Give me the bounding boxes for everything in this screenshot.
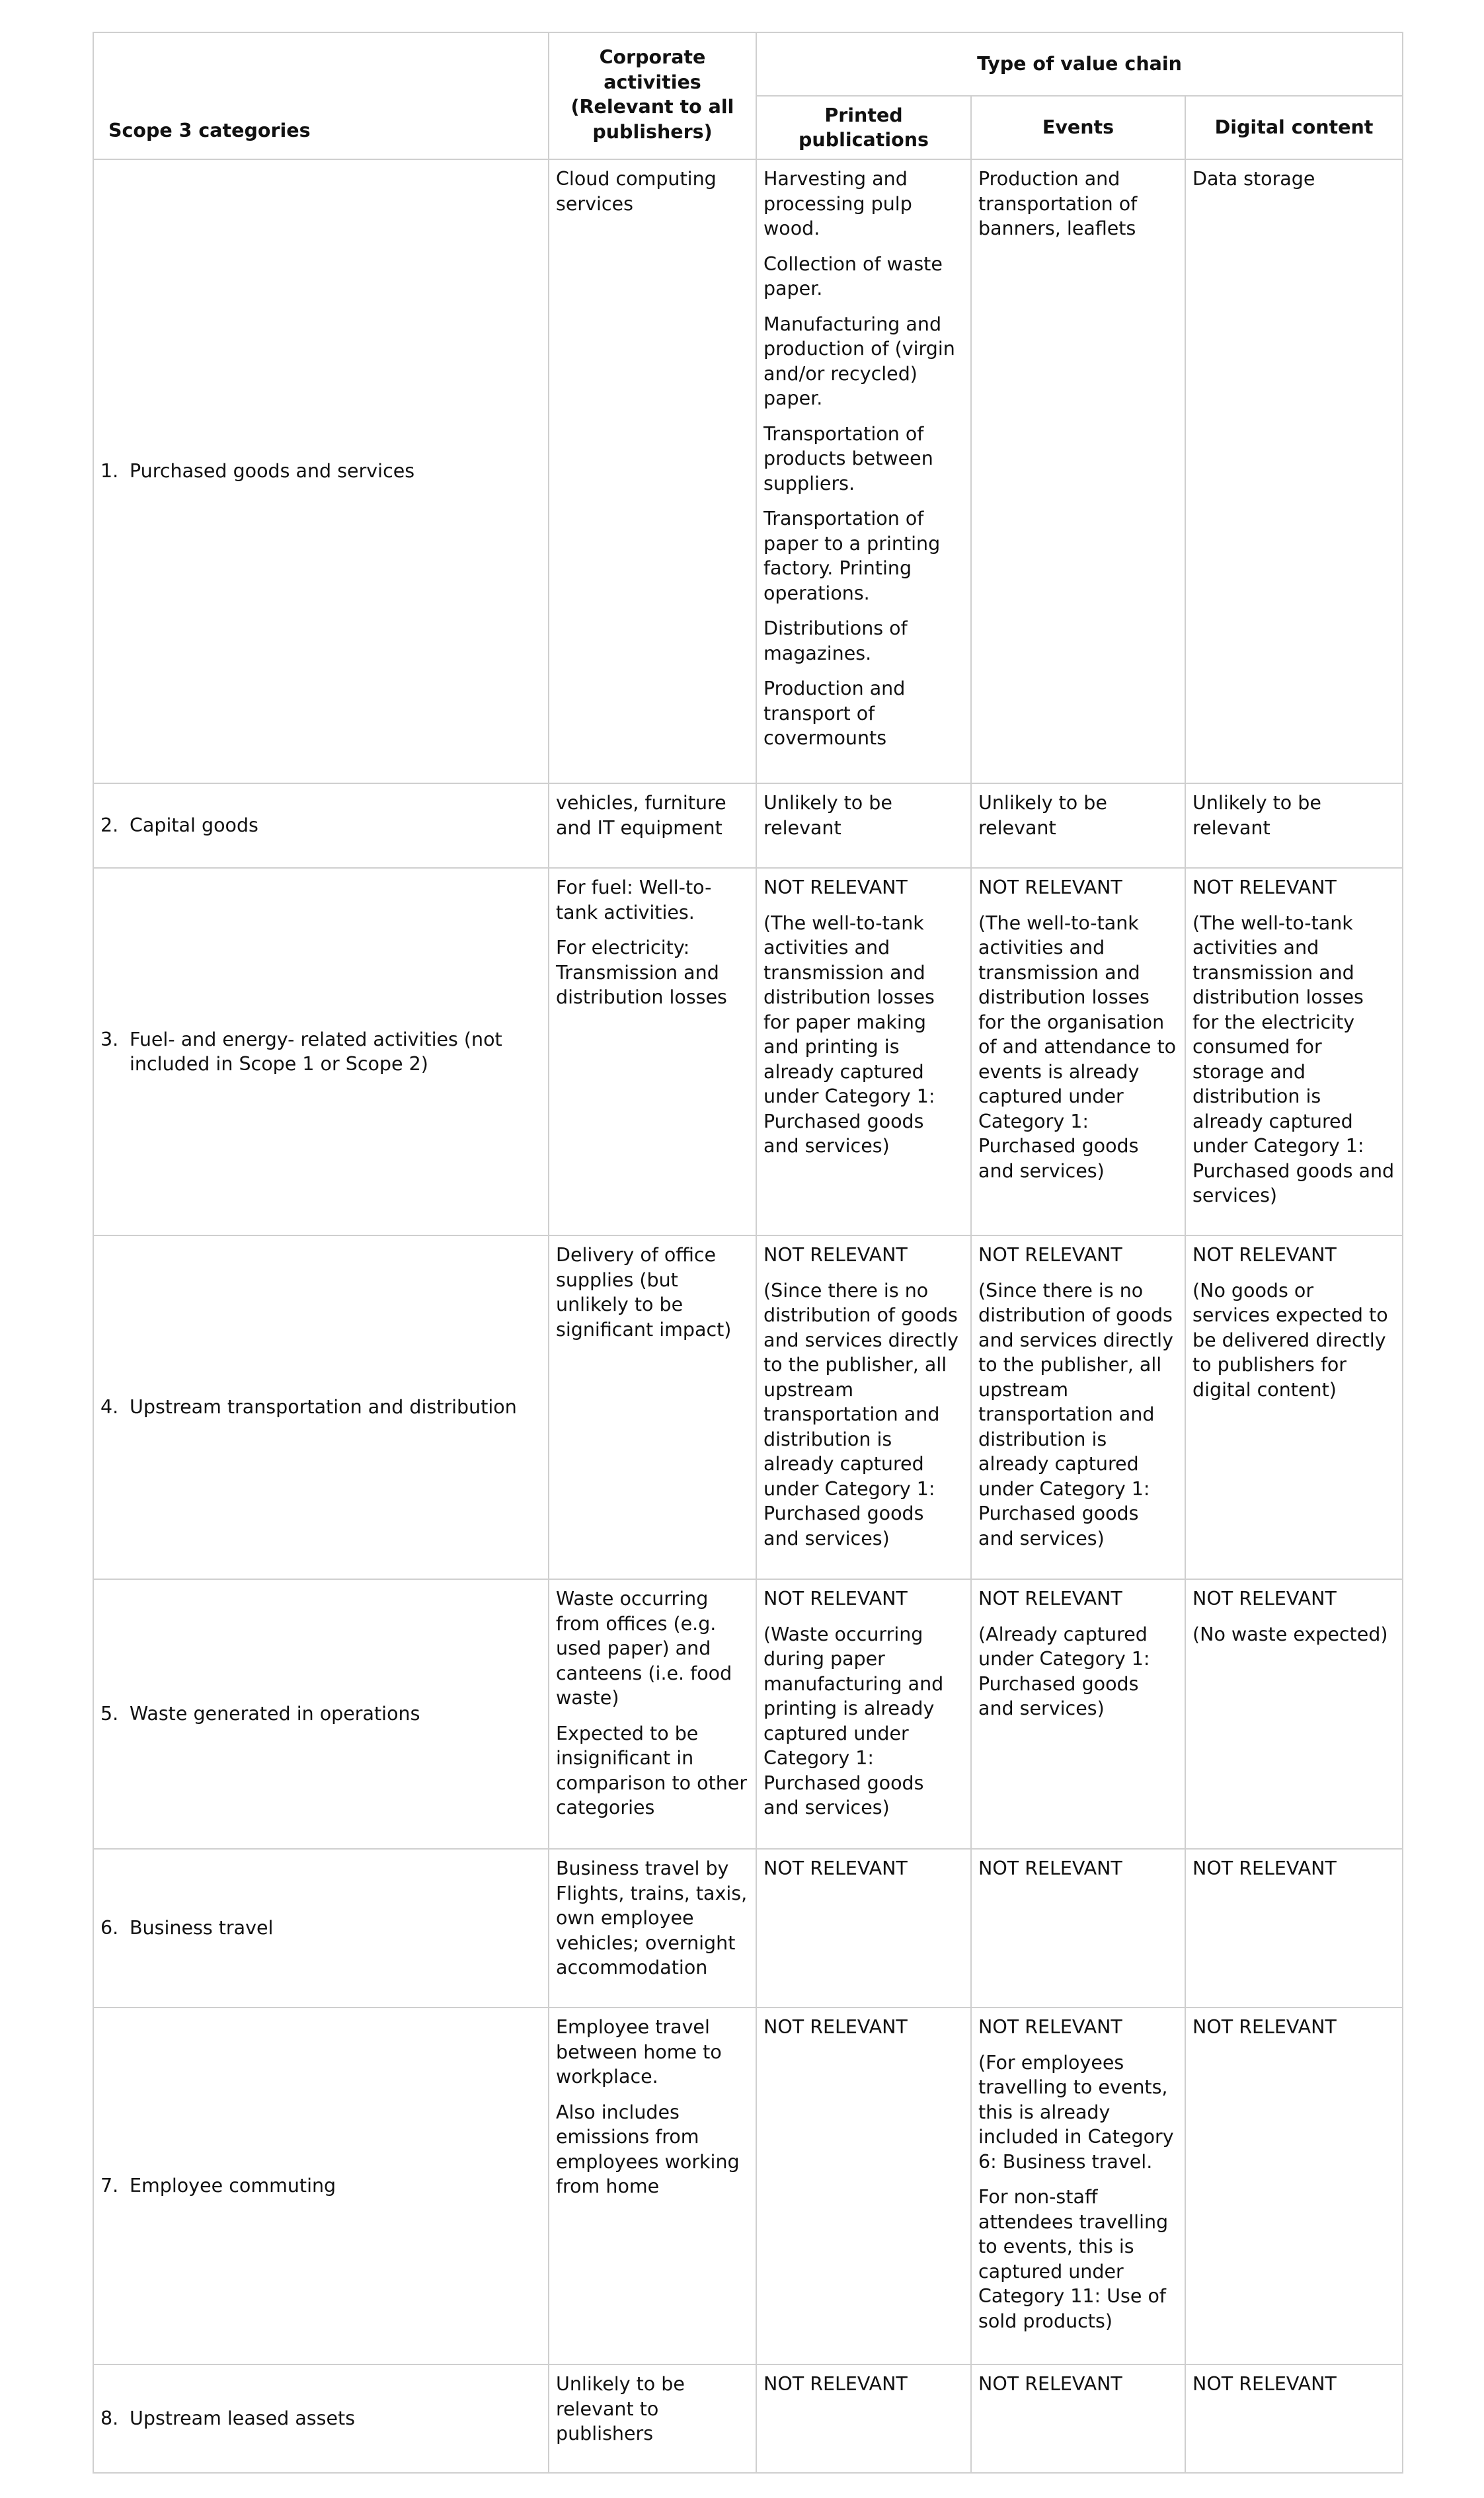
events-cell — [971, 2364, 1185, 2473]
printed-cell — [756, 868, 971, 1235]
table-row — [93, 1849, 1403, 2008]
printed-text: NOT RELEVANT — [763, 2373, 908, 2395]
digital-text: (The well-to-tank activities and transmission and distribution losses for the electricity consumed for storage and distribution is already captured under Category 1: Purchased goods and services) — [1192, 912, 1395, 1206]
printed-cell — [756, 159, 971, 783]
printed-cell — [756, 1849, 971, 2008]
printed-cell — [756, 783, 971, 868]
events-cell — [971, 159, 1185, 783]
category-label: Purchased goods and services — [130, 460, 415, 483]
printed-text: NOT RELEVANT — [763, 1588, 908, 1610]
corporate-text: Business travel by Flights, trains, taxis, own employee vehicles; overnight accommodation — [556, 1857, 748, 1978]
digital-text: Data storage — [1192, 168, 1315, 190]
printed-text: NOT RELEVANT — [763, 877, 908, 898]
corporate-text: Also includes emissions from employees working from home — [556, 2101, 740, 2197]
corporate-cell — [549, 783, 756, 868]
category-label: Fuel- and energy- related activities (not included in Scope 1 or Scope 2) — [130, 1028, 502, 1075]
corporate-text: Waste occurring from offices (e.g. used paper) and canteens (i.e. food waste) — [556, 1588, 732, 1709]
corporate-text: Delivery of office supplies (but unlikely to be significant impact) — [556, 1244, 732, 1341]
header-type-of-value-chain: Type of value chain — [756, 32, 1403, 96]
events-text: (For employees travelling to events, this is already included in Category 6: Business travel. — [978, 2051, 1174, 2173]
header-printed-publications: Printed publications — [756, 96, 971, 159]
category-number: 3. — [100, 1028, 119, 1050]
category-cell — [93, 868, 549, 1235]
corporate-cell — [549, 1849, 756, 2008]
digital-cell — [1185, 1849, 1403, 2008]
corporate-text: For fuel: Well-to-tank activities. — [556, 877, 712, 923]
corporate-text: Unlikely to be relevant to publishers — [556, 2373, 685, 2444]
events-text: NOT RELEVANT — [978, 1857, 1122, 1879]
header-events: Events — [971, 96, 1185, 159]
digital-text: NOT RELEVANT — [1192, 1588, 1337, 1610]
category-cell — [93, 159, 549, 783]
header-row-1 — [93, 32, 1403, 96]
printed-text: (Waste occurring during paper manufacturing and printing is already captured under Category 1: Purchased goods and services) — [763, 1623, 944, 1818]
printed-text: Distributions of magazines. — [763, 617, 908, 664]
table-row — [93, 159, 1403, 783]
header-digital-content: Digital content — [1185, 96, 1403, 159]
table-row — [93, 1579, 1403, 1849]
category-label: Employee commuting — [130, 2175, 336, 2197]
corporate-cell — [549, 1235, 756, 1579]
header-scope3-categories: Scope 3 categories — [93, 32, 549, 159]
events-cell — [971, 868, 1185, 1235]
category-label: Upstream leased assets — [130, 2407, 356, 2430]
table-row — [93, 1235, 1403, 1579]
digital-text: NOT RELEVANT — [1192, 1244, 1337, 1266]
table-row — [93, 2008, 1403, 2364]
digital-cell — [1185, 1235, 1403, 1579]
printed-text: NOT RELEVANT — [763, 1244, 908, 1266]
digital-text: (No goods or services expected to be delivered directly to publishers for digital content) — [1192, 1279, 1388, 1401]
events-text: (Already captured under Category 1: Purchased goods and services) — [978, 1623, 1150, 1719]
events-cell — [971, 2008, 1185, 2364]
events-cell — [971, 1579, 1185, 1849]
category-cell — [93, 1235, 549, 1579]
category-cell — [93, 2364, 549, 2473]
corporate-text: Cloud computing services — [556, 168, 717, 215]
category-number: 8. — [100, 2407, 119, 2430]
printed-text: (Since there is no distribution of goods and services directly to the publisher, all upstream transportation and distribution is already captured under Category 1: Purchased goods and services) — [763, 1279, 958, 1549]
events-text: (Since there is no distribution of goods and services directly to the publisher, all upstream transportation and distribution is already captured under Category 1: Purchased goods and services) — [978, 1279, 1173, 1549]
digital-cell — [1185, 2364, 1403, 2473]
events-text: (The well-to-tank activities and transmission and distribution losses for the organisation of and attendance to events is already captured under Category 1: Purchased goods and services) — [978, 912, 1177, 1182]
digital-text: (No waste expected) — [1192, 1623, 1388, 1645]
printed-text: Manufacturing and production of (virgin and/or recycled) paper. — [763, 313, 955, 409]
corporate-text: For electricity: Transmission and distribution losses — [556, 937, 727, 1008]
scope3-categories-table — [93, 32, 1403, 2474]
digital-text: NOT RELEVANT — [1192, 2016, 1337, 2038]
header-corporate-activities: Corporate activities (Relevant to all publishers) — [549, 32, 756, 159]
corporate-cell — [549, 2008, 756, 2364]
category-number: 5. — [100, 1703, 119, 1725]
digital-cell — [1185, 1579, 1403, 1849]
corporate-cell — [549, 868, 756, 1235]
category-cell — [93, 1579, 549, 1849]
digital-text: NOT RELEVANT — [1192, 2373, 1337, 2395]
events-text: NOT RELEVANT — [978, 1244, 1122, 1266]
printed-cell — [756, 2008, 971, 2364]
events-text: NOT RELEVANT — [978, 2373, 1122, 2395]
table-row — [93, 868, 1403, 1235]
printed-text: NOT RELEVANT — [763, 2016, 908, 2038]
events-text: Unlikely to be relevant — [978, 792, 1107, 839]
category-number: 4. — [100, 1396, 119, 1419]
digital-text: NOT RELEVANT — [1192, 877, 1337, 898]
category-number: 1. — [100, 460, 119, 483]
events-text: NOT RELEVANT — [978, 1588, 1122, 1610]
digital-text: NOT RELEVANT — [1192, 1857, 1337, 1879]
category-label: Business travel — [130, 1917, 274, 1939]
digital-cell — [1185, 868, 1403, 1235]
category-label: Upstream transportation and distribution — [130, 1396, 517, 1419]
printed-text: Transportation of products between suppliers. — [763, 422, 933, 494]
digital-text: Unlikely to be relevant — [1192, 792, 1321, 839]
corporate-text: Expected to be insignificant in comparison to other categories — [556, 1722, 748, 1818]
corporate-text: Employee travel between home to workplace. — [556, 2016, 722, 2088]
category-number: 2. — [100, 814, 119, 837]
printed-text: (The well-to-tank activities and transmission and distribution losses for paper making and printing is already captured under Category 1: Purchased goods and services) — [763, 912, 935, 1157]
events-text: Production and transportation of banners, leaflets — [978, 168, 1138, 239]
scope3-table-container — [93, 32, 1402, 2474]
table-body — [93, 159, 1403, 2473]
category-number: 6. — [100, 1917, 119, 1939]
printed-cell — [756, 2364, 971, 2473]
category-number: 7. — [100, 2175, 119, 2197]
category-cell — [93, 1849, 549, 2008]
printed-text: Transportation of paper to a printing factory. Printing operations. — [763, 508, 941, 604]
events-cell — [971, 783, 1185, 868]
printed-cell — [756, 1235, 971, 1579]
corporate-cell — [549, 1579, 756, 1849]
events-text: NOT RELEVANT — [978, 877, 1122, 898]
printed-text: Production and transport of covermounts — [763, 678, 906, 749]
events-text: NOT RELEVANT — [978, 2016, 1122, 2038]
corporate-cell — [549, 2364, 756, 2473]
category-cell — [93, 783, 549, 868]
digital-cell — [1185, 2008, 1403, 2364]
category-label: Waste generated in operations — [130, 1703, 420, 1725]
digital-cell — [1185, 159, 1403, 783]
category-label: Capital goods — [130, 814, 258, 837]
events-cell — [971, 1849, 1185, 2008]
printed-text: NOT RELEVANT — [763, 1857, 908, 1879]
table-row — [93, 783, 1403, 868]
corporate-text: vehicles, furniture and IT equipment — [556, 792, 726, 839]
events-text: For non-staff attendees travelling to events, this is captured under Category 11: Use of sold products) — [978, 2186, 1169, 2332]
digital-cell — [1185, 783, 1403, 868]
table-row — [93, 2364, 1403, 2473]
events-cell — [971, 1235, 1185, 1579]
printed-text: Harvesting and processing pulp wood. — [763, 168, 912, 239]
printed-text: Unlikely to be relevant — [763, 792, 892, 839]
corporate-cell — [549, 159, 756, 783]
category-cell — [93, 2008, 549, 2364]
printed-cell — [756, 1579, 971, 1849]
printed-text: Collection of waste paper. — [763, 253, 943, 299]
